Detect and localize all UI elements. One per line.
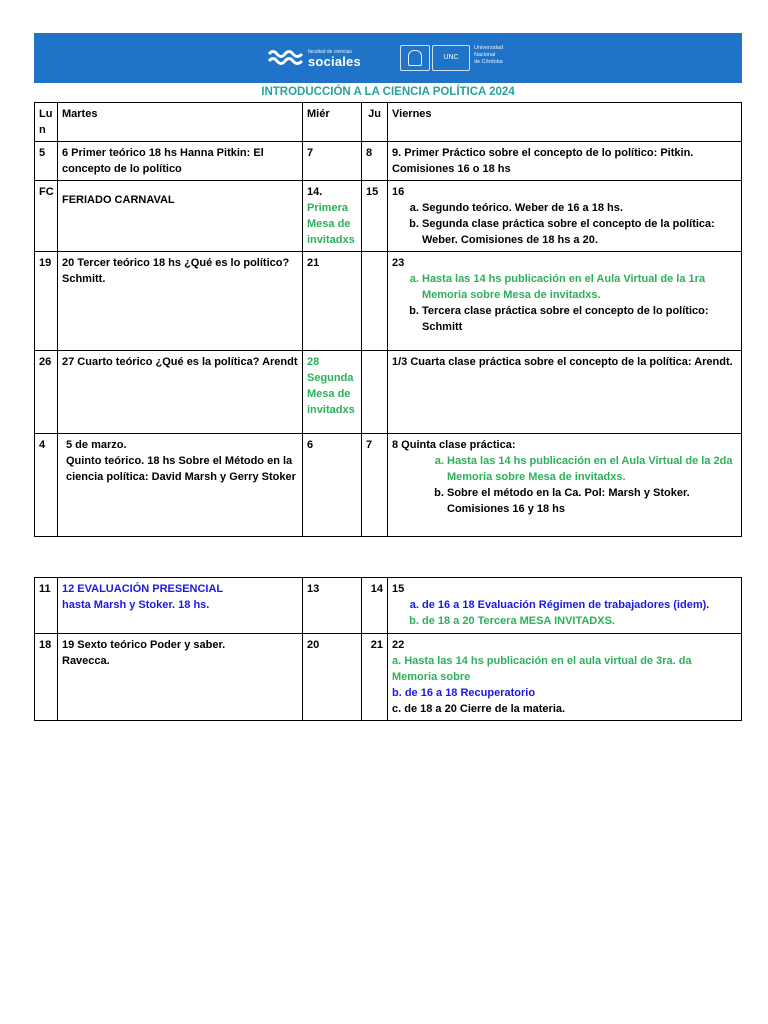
cell-martes [58,578,303,634]
seal-icon [400,45,430,71]
cell-ju: 7 [362,434,388,537]
table-header-row [35,103,742,142]
cell-lun: 5 [35,142,58,181]
cell-mier: 13 [303,578,362,634]
list-item: a. Segundo teórico. Weber de 16 a 18 hs. [422,200,737,216]
cell-lun: FC [35,181,58,252]
cell-martes: 20 Tercer teórico 18 hs ¿Qué es lo político? Schmitt. [58,252,303,351]
waves-icon [268,48,304,68]
viernes-list [392,453,737,517]
table-row [35,351,742,434]
viernes-list [392,271,737,335]
schedule-table-2 [34,577,742,721]
martes-text: 19 Sexto teórico Poder y saber. [62,639,226,651]
list-item: a. Hasta las 14 hs publicación en el Aula Virtual de la 2da Memoria sobre Mesa de invitadxs. [447,453,737,485]
viernes-item-b: b. de 16 a 18 Recuperatorio [392,687,536,699]
viernes-list [392,597,737,629]
cell-ju: 21 [362,634,388,721]
logo-small-text: facultad de ciencias [308,49,352,55]
martes-author: Ravecca. [62,655,110,667]
cell-martes [58,434,303,537]
martes-text: Quinto teórico. 18 hs Sobre el Método en la ciencia política: David Marsh y Gerry Stoker [66,455,296,483]
cell-lun: 18 [35,634,58,721]
table-row [35,181,742,252]
viernes-day: 23 [392,257,405,269]
viernes-day: 15 [392,583,405,595]
cell-martes: 6 Primer teórico 18 hs Hanna Pitkin: El concepto de lo político [58,142,303,181]
table-row [35,142,742,181]
table-row [35,252,742,351]
table-row [35,434,742,537]
cell-martes: 27 Cuarto teórico ¿Qué es la política? Arendt [58,351,303,434]
cell-ju: 15 [362,181,388,252]
cell-viernes [388,252,742,351]
cell-lun: 26 [35,351,58,434]
cell-mier: 7 [303,142,362,181]
cell-ju [362,252,388,351]
martes-date: 5 de marzo. [66,439,127,451]
holiday-text: FERIADO CARNAVAL [62,194,175,206]
evaluation-title: 12 EVALUACIÓN PRESENCIAL [62,583,224,595]
viernes-list [392,200,737,248]
cell-ju [362,351,388,434]
mier-note: Primera Mesa de invitadxs [307,202,355,246]
cell-viernes [388,181,742,252]
viernes-item-c: c. de 18 a 20 Cierre de la materia. [392,703,566,715]
cell-mier: 21 [303,252,362,351]
cell-viernes [388,434,742,537]
cell-lun: 19 [35,252,58,351]
cell-mier: 6 [303,434,362,537]
header-viernes: Viernes [388,103,742,142]
cell-viernes: 9. Primer Práctico sobre el concepto de lo político: Pitkin. Comisiones 16 o 18 hs [388,142,742,181]
faculty-logo [268,46,376,72]
schedule-table-1 [34,102,742,537]
list-item: b. Sobre el método en la Ca. Pol: Marsh y Stoker. Comisiones 16 y 18 hs [447,485,737,517]
viernes-item-a: a. Hasta las 14 hs publicación en el aula virtual de 3ra. da Memoria sobre [392,655,692,683]
cell-ju: 14 [362,578,388,634]
header-martes: Martes [58,103,303,142]
list-item: b. Tercera clase práctica sobre el concepto de lo político: Schmitt [422,303,737,335]
list-item: b. de 18 a 20 Tercera MESA INVITADXS. [422,613,737,629]
header-lun: Lu n [35,103,58,142]
cell-ju: 8 [362,142,388,181]
header-banner [34,33,742,83]
list-item: b. Segunda clase práctica sobre el concepto de la política: Weber. Comisiones de 18 hs a 20. [422,216,737,248]
unc-logo: UNC [432,45,470,71]
mier-day: 14. [307,186,323,198]
cell-martes [58,181,303,252]
cell-lun: 4 [35,434,58,537]
cell-mier: 20 [303,634,362,721]
viernes-day: 8 Quinta clase práctica: [392,439,516,451]
viernes-day: 16 [392,186,405,198]
cell-martes [58,634,303,721]
university-name: Universidad Nacional de Córdoba [474,45,504,65]
page-title: INTRODUCCIÓN A LA CIENCIA POLÍTICA 2024 [261,86,515,98]
logo-big-text: sociales [308,54,361,69]
header-mier: Miér [303,103,362,142]
evaluation-detail: hasta Marsh y Stoker. 18 hs. [62,599,210,611]
cell-viernes [388,634,742,721]
cell-viernes: 1/3 Cuarta clase práctica sobre el concepto de la política: Arendt. [388,351,742,434]
cell-viernes [388,578,742,634]
table-row [35,578,742,634]
list-item: a. Hasta las 14 hs publicación en el Aula Virtual de la 1ra Memoria sobre Mesa de invitadxs. [422,271,737,303]
cell-mier: 28 Segunda Mesa de invitadxs [303,351,362,434]
table-row [35,634,742,721]
viernes-day: 22 [392,639,405,651]
cell-mier [303,181,362,252]
list-item: a. de 16 a 18 Evaluación Régimen de trabajadores (idem). [422,597,737,613]
header-ju: Ju [362,103,388,142]
cell-lun: 11 [35,578,58,634]
